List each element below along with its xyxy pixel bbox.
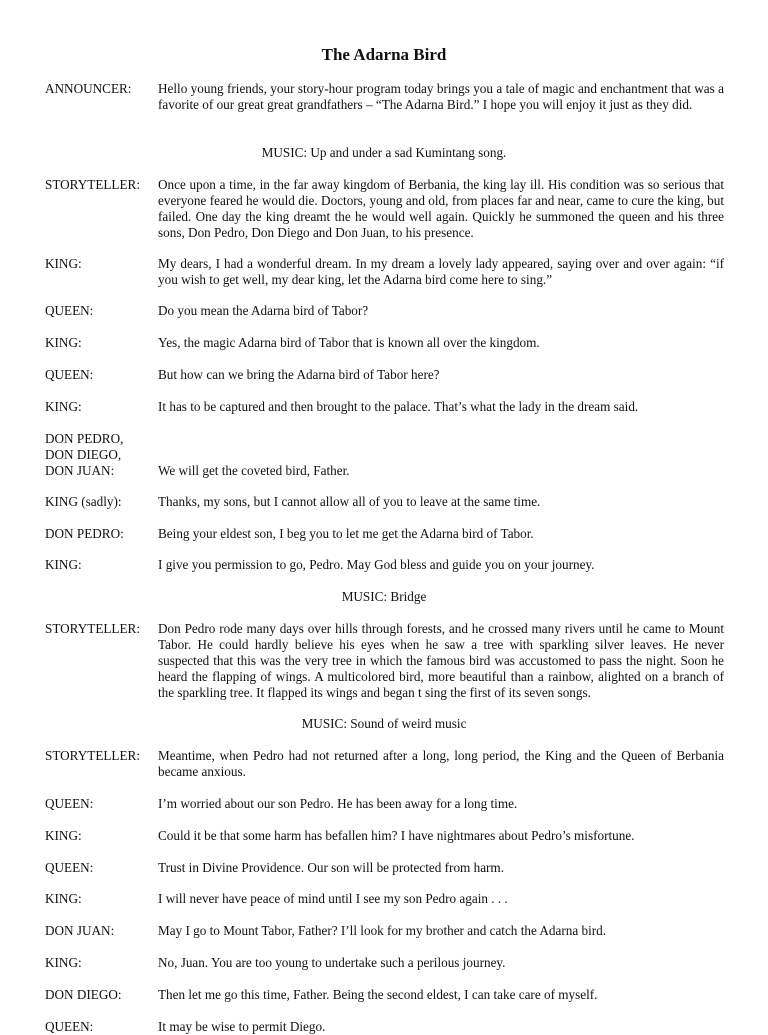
- speaker-label: STORYTELLER:: [45, 621, 141, 636]
- dialogue-row: [45, 748, 724, 780]
- music-cue: MUSIC: Sound of weird music: [301, 716, 467, 731]
- page-title: The Adarna Bird: [321, 45, 447, 64]
- dialogue-row: [45, 828, 724, 844]
- dialogue-row: [45, 923, 724, 939]
- dialogue-text: I’m worried about our son Pedro. He has been away for a long time.: [158, 796, 518, 811]
- dialogue-text: Hello young friends, your story-hour program today brings you a tale of magic and enchantment that was a favorite of our great great grandfathers – “The Adarna Bird.” I hope you will enjoy it just as they did.: [158, 81, 724, 112]
- dialogue-text: Thanks, my sons, but I cannot allow all of you to leave at the same time.: [158, 494, 541, 509]
- speaker-label: QUEEN:: [45, 1019, 94, 1034]
- dialogue-text: No, Juan. You are too young to undertake such a perilous journey.: [158, 955, 506, 970]
- speaker-label: DON DIEGO:: [45, 987, 122, 1002]
- speaker-label: KING:: [45, 399, 82, 414]
- dialogue-text: Trust in Divine Providence. Our son will be protected from harm.: [158, 860, 504, 875]
- dialogue-text: My dears, I had a wonderful dream. In my dream a lovely lady appeared, saying over and over again: “if you wish to get well, my dear king, let the Adarna bird come here to sing.”: [158, 256, 724, 287]
- dialogue-row: [45, 303, 724, 319]
- speaker-label: DON PEDRO, DON DIEGO, DON JUAN:: [45, 431, 124, 478]
- speaker-label: DON JUAN:: [45, 923, 115, 938]
- dialogue-text: It has to be captured and then brought to the palace. That’s what the lady in the dream said.: [158, 399, 639, 414]
- speaker-label: QUEEN:: [45, 860, 94, 875]
- speaker-label: STORYTELLER:: [45, 177, 141, 192]
- dialogue-row: [45, 431, 724, 479]
- dialogue-text: Yes, the magic Adarna bird of Tabor that is known all over the kingdom.: [158, 335, 540, 350]
- dialogue-text: May I go to Mount Tabor, Father? I’ll look for my brother and catch the Adarna bird.: [158, 923, 607, 938]
- dialogue-text: But how can we bring the Adarna bird of Tabor here?: [158, 367, 440, 382]
- dialogue-text: Being your eldest son, I beg you to let me get the Adarna bird of Tabor.: [158, 526, 534, 541]
- dialogue-row: [45, 335, 724, 351]
- dialogue-row: [45, 955, 724, 971]
- speaker-label: QUEEN:: [45, 367, 94, 382]
- speaker-label: DON PEDRO:: [45, 526, 124, 541]
- speaker-label: KING (sadly):: [45, 494, 122, 509]
- dialogue-text: It may be wise to permit Diego.: [158, 1019, 326, 1034]
- dialogue-text: I will never have peace of mind until I see my son Pedro again . . .: [158, 891, 508, 906]
- speaker-label: QUEEN:: [45, 796, 94, 811]
- dialogue-text: I give you permission to go, Pedro. May God bless and guide you on your journey.: [158, 557, 595, 572]
- dialogue-row: [45, 367, 724, 383]
- dialogue-row: [45, 526, 724, 542]
- music-cue: MUSIC: Up and under a sad Kumintang song.: [261, 145, 507, 160]
- dialogue-row: [45, 557, 724, 573]
- dialogue-text: Then let me go this time, Father. Being the second eldest, I can take care of myself.: [158, 987, 598, 1002]
- dialogue-row: [45, 860, 724, 876]
- speaker-label: KING:: [45, 335, 82, 350]
- dialogue-text: Once upon a time, in the far away kingdom of Berbania, the king lay ill. His condition was so serious that everyone feared he would die. Doctors, young and old, from places far and near, came to cure the king, but failed. One day the king dreamt the he would well again. Quickly he summoned the queen and his three sons, Don Pedro, Don Diego and Don Juan, to his presence.: [158, 177, 724, 240]
- dialogue-text: Don Pedro rode many days over hills through forests, and he crossed many rivers until he came to Mount Tabor. He could hardly believe his eyes when he saw a tree with sparkling silver leaves. He never suspected that this was the very tree in which the famous bird was accustomed to pass the night. Soon he heard the flapping of wings. A multicolored bird, more beautiful than a rainbow, alighted on a branch of the sparkling tree. It flapped its wings and began t sing the first of its seven songs.: [158, 621, 724, 700]
- speaker-label: KING:: [45, 828, 82, 843]
- speaker-label: KING:: [45, 891, 82, 906]
- dialogue-text: Could it be that some harm has befallen him? I have nightmares about Pedro’s misfortune.: [158, 828, 635, 843]
- speaker-label: STORYTELLER:: [45, 748, 141, 763]
- dialogue-row: [45, 81, 724, 113]
- speaker-label: KING:: [45, 557, 82, 572]
- dialogue-row: [45, 177, 724, 241]
- dialogue-text: We will get the coveted bird, Father.: [158, 463, 350, 478]
- dialogue-row: [45, 256, 724, 288]
- dialogue-text: Meantime, when Pedro had not returned after a long, long period, the King and the Queen of Berbania became anxious.: [158, 748, 724, 779]
- dialogue-row: [45, 1019, 724, 1035]
- dialogue-row: [45, 891, 724, 907]
- music-cue: MUSIC: Bridge: [341, 589, 427, 604]
- speaker-label: QUEEN:: [45, 303, 94, 318]
- dialogue-row: [45, 987, 724, 1003]
- speaker-label: ANNOUNCER:: [45, 81, 132, 96]
- dialogue-row: [45, 796, 724, 812]
- speaker-label: KING:: [45, 955, 82, 970]
- dialogue-text: Do you mean the Adarna bird of Tabor?: [158, 303, 369, 318]
- dialogue-row: [45, 621, 724, 701]
- speaker-label: KING:: [45, 256, 82, 271]
- dialogue-row: [45, 494, 724, 510]
- dialogue-row: [45, 399, 724, 415]
